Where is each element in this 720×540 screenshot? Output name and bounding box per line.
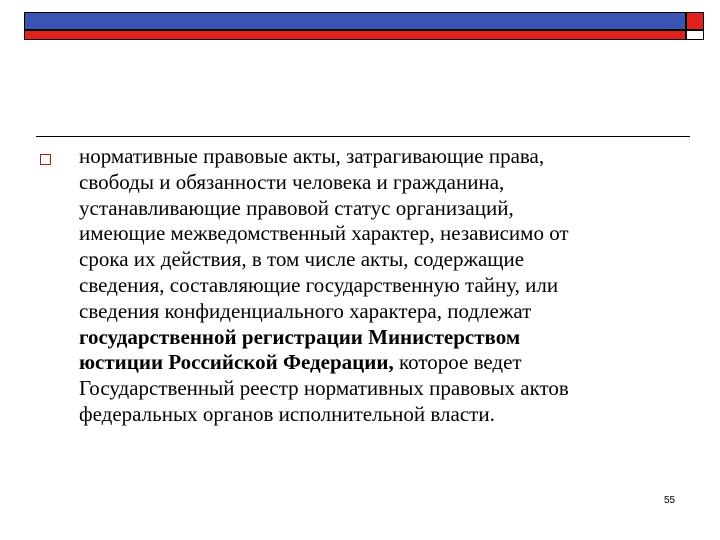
header-bar-blue <box>24 12 686 30</box>
text-line: федеральных органов исполнительной власти. <box>79 401 495 426</box>
header-square-white <box>686 30 704 40</box>
text-line: сведения конфиденциального характера, подлежат <box>79 298 532 323</box>
text-line: срока их действия, в том числе акты, содержащие <box>79 247 525 272</box>
text-line: Государственный реестр нормативных правовых актов <box>79 376 569 401</box>
bold-phrase-2: юстиции Российской Федерации, <box>79 350 394 375</box>
text-line: свободы и обязанности человека и гражданина, <box>79 169 505 194</box>
bold-phrase-1: государственной регистрации Министерством <box>79 324 521 349</box>
paragraph-text <box>79 144 679 428</box>
text-line: устанавливающие правовой статус организаций, <box>79 195 514 220</box>
hollow-square-bullet-icon <box>40 154 51 165</box>
text-line-bold <box>79 325 679 351</box>
page-number: 55 <box>664 495 676 506</box>
header-square-red <box>686 12 704 30</box>
header-bar-red <box>24 30 686 40</box>
text-line: имеющие межведомственный характер, независимо от <box>79 221 569 246</box>
text-line: сведения, составляющие государственную тайну, или <box>79 272 559 297</box>
text-fragment: которое ведет <box>393 350 522 375</box>
title-divider <box>36 136 690 137</box>
text-line-mixed <box>79 350 679 376</box>
text-line: нормативные правовые акты, затрагивающие права, <box>79 144 545 168</box>
